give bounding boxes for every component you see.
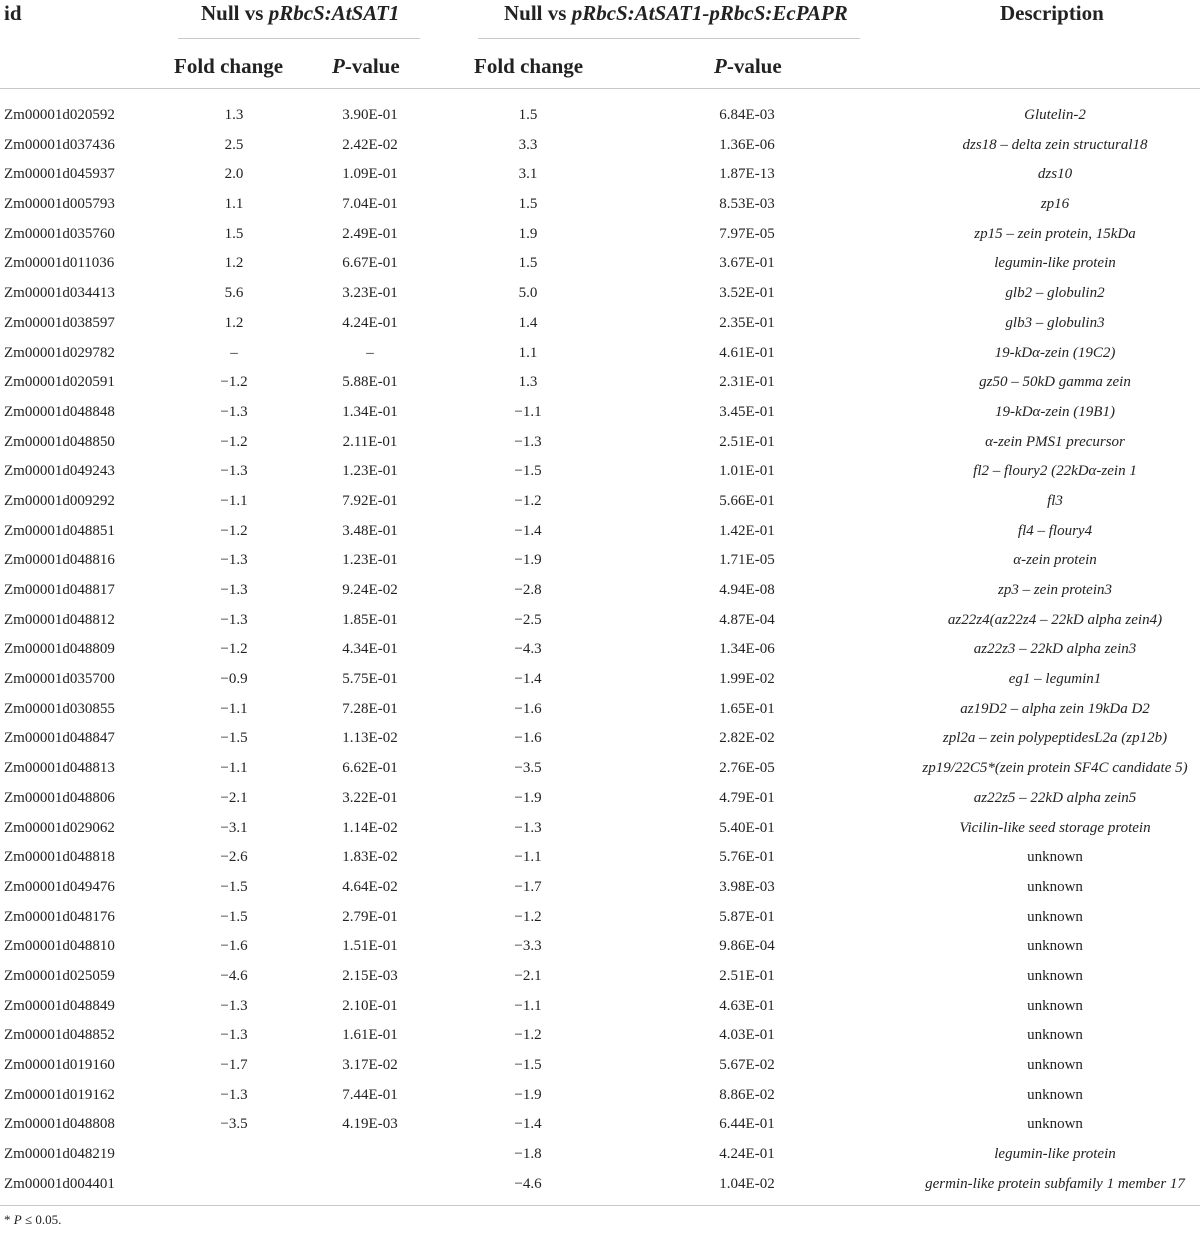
cell-fold-change-2-text: −1.5 [514,463,542,480]
cell-fold-change-1-text: −1.3 [220,552,248,569]
table-row [0,1081,1200,1111]
cell-p-value-1-text: 2.42E-02 [342,136,398,153]
cell-id: Zm00001d035760 [4,225,115,242]
cell-fold-change-1-text: −1.3 [220,1027,248,1044]
cell-p-value-2-text: 4.61E-01 [719,344,775,361]
table-row [0,101,1200,131]
cell-p-value-1-text: 5.75E-01 [342,671,398,688]
cell-id: Zm00001d048852 [4,1027,115,1044]
cell-p-value-1-text: 1.14E-02 [342,819,398,836]
cell-fold-change-2-text: 1.5 [518,196,538,213]
cell-description-text: az22z5 – 22kD alpha zein5 [973,789,1137,806]
cell-p-value-2-text: 4.87E-04 [719,611,775,628]
cell-id: Zm00001d038597 [4,314,115,331]
cell-description-text: dzs10 [1037,166,1073,183]
cell-p-value-1-text: 3.23E-01 [342,285,398,302]
cell-fold-change-1-text: −1.3 [220,1086,248,1103]
cell-id: Zm00001d019160 [4,1057,115,1073]
cell-p-value-1-text: 2.79E-01 [342,908,398,925]
cell-p-value-2-text: 2.51E-01 [719,433,775,450]
cell-fold-change-1-text: −1.5 [220,730,248,747]
cell-fold-change-1-text: −1.3 [220,997,248,1014]
table-row [0,220,1200,250]
cell-id: Zm00001d020591 [4,374,115,391]
table-row [0,1051,1200,1081]
cell-id: Zm00001d049476 [4,878,115,895]
cell-description-text: zp15 – zein protein, 15kDa [974,225,1136,242]
cell-description-text: zp16 [1040,196,1070,213]
cell-p-value-2-text: 2.82E-02 [719,730,775,747]
cell-p-value-1-text: 1.23E-01 [342,463,398,480]
cell-description-text: zp19/22C5*(zein protein SF4C candidate 5) [922,760,1188,777]
cell-fold-change-2-text: −3.3 [514,938,542,955]
cell-id: Zm00001d048219 [4,1146,115,1163]
cell-fold-change-2-text: 1.5 [518,107,538,123]
cell-p-value-2-text: 1.04E-02 [719,1175,775,1192]
cell-p-value-1-text: 9.24E-02 [342,582,398,598]
cell-id: Zm00001d045937 [4,166,115,183]
cell-fold-change-2-text: 1.4 [518,314,538,331]
cell-fold-change-1-text: 1.2 [224,314,244,331]
column-header-fold-change-1: Fold change [174,54,284,78]
cell-p-value-2-text: 1.34E-06 [719,641,775,658]
cell-fold-change-2-text: −1.1 [514,403,542,420]
cell-description-text: az22z3 – 22kD alpha zein3 [973,641,1137,658]
cell-fold-change-1-text: −2.1 [220,789,248,806]
table-row [0,546,1200,576]
table-row [0,992,1200,1022]
cell-fold-change-1-text: 1.3 [224,107,244,123]
cell-fold-change-1-text: −1.6 [220,938,248,955]
table-row [0,665,1200,695]
cell-description-text: unknown [1027,967,1083,984]
cell-p-value-2-text: 5.40E-01 [719,819,775,836]
cell-id: Zm00001d034413 [4,285,115,302]
column-header-fold-change-2: Fold change [474,54,584,78]
cell-p-value-2-text: 2.31E-01 [719,374,775,391]
table-row [0,754,1200,784]
cell-id: Zm00001d048816 [4,552,115,569]
cell-p-value-1-text: 2.10E-01 [342,997,398,1014]
cell-id: Zm00001d048818 [4,849,115,866]
cell-id: Zm00001d029782 [4,344,115,361]
cell-description-text: Glutelin-2 [1024,107,1086,123]
cell-p-value-2-text: 1.42E-01 [719,522,775,539]
cell-fold-change-2-text: −1.8 [514,1146,542,1163]
cell-p-value-1-text: 4.64E-02 [342,878,398,895]
cell-id: Zm00001d048806 [4,789,115,806]
cell-p-value-2-text: 4.24E-01 [719,1146,775,1163]
cell-p-value-2-text: 1.71E-05 [719,552,775,569]
cell-id: Zm00001d048809 [4,641,115,658]
cell-fold-change-2-text: −2.5 [514,611,542,628]
cell-p-value-2-text: 6.84E-03 [719,107,775,123]
cell-p-value-1-text: 1.85E-01 [342,611,398,628]
table-row [0,724,1200,754]
cell-p-value-1-text: 3.90E-01 [342,107,398,123]
table-row [0,190,1200,220]
table-row [0,428,1200,458]
cell-p-value-2-text: 1.65E-01 [719,700,775,717]
cell-p-value-1-text: 7.92E-01 [342,492,398,509]
cell-id: Zm00001d048850 [4,433,115,450]
cell-p-value-2-text: 1.01E-01 [719,463,775,480]
cell-id: Zm00001d048847 [4,730,115,747]
cell-description-text: eg1 – legumin1 [1008,671,1102,688]
cell-p-value-2-text: 6.44E-01 [719,1116,775,1133]
table-row [0,1021,1200,1051]
cell-description-text: 19-kDα-zein (19C2) [994,344,1116,361]
cell-description-text: 19-kDα-zein (19B1) [995,403,1115,420]
table-row [0,249,1200,279]
cell-fold-change-1-text: −1.5 [220,908,248,925]
cell-id: Zm00001d035700 [4,671,115,688]
table-row [0,873,1200,903]
cell-fold-change-1-text: – [230,344,238,361]
cell-p-value-1-text: 1.09E-01 [342,166,398,183]
cell-p-value-2-text: 2.76E-05 [719,760,775,777]
cell-description-text: unknown [1027,849,1083,866]
column-header-id: id [4,1,22,25]
cell-description-text: unknown [1027,1057,1083,1073]
cell-id: Zm00001d030855 [4,700,115,717]
cell-fold-change-2-text: −1.1 [514,997,542,1014]
cell-fold-change-2-text: −4.3 [514,641,542,658]
cell-p-value-2-text: 4.03E-01 [719,1027,775,1044]
cell-id: Zm00001d004401 [4,1175,115,1192]
cell-p-value-1-text: 2.15E-03 [342,967,398,984]
cell-id: Zm00001d048812 [4,611,115,628]
cell-p-value-1-text: 7.44E-01 [342,1086,398,1103]
table-row [0,576,1200,606]
table-row [0,843,1200,873]
cell-p-value-2-text: 2.35E-01 [719,314,775,331]
cell-fold-change-2-text: −1.6 [514,730,542,747]
cell-id: Zm00001d048817 [4,582,115,598]
cell-description-text: dzs18 – delta zein structural18 [962,136,1148,153]
cell-description-text: az19D2 – alpha zein 19kDa D2 [960,700,1150,717]
cell-fold-change-2-text: −1.6 [514,700,542,717]
construct-2-label: pRbcS:AtSAT1-pRbcS:EcPAPR [571,1,848,25]
cell-p-value-2-text: 1.87E-13 [719,166,775,183]
cell-fold-change-2-text: −1.7 [514,878,542,895]
cell-description-text: unknown [1027,1027,1083,1044]
cell-description-text: unknown [1027,1086,1083,1103]
cell-fold-change-1-text: 1.5 [224,225,244,242]
cell-fold-change-2-text: −1.9 [514,789,542,806]
cell-fold-change-1-text: −1.3 [220,611,248,628]
cell-p-value-1-text: 7.04E-01 [342,196,398,213]
column-header-description: Description [1000,1,1104,25]
cell-p-value-2-text: 3.45E-01 [719,403,775,420]
cell-description-text: glb2 – globulin2 [1005,285,1105,302]
cell-fold-change-2-text: 1.5 [518,255,538,272]
cell-p-value-1-text: 2.11E-01 [342,433,398,450]
cell-fold-change-1-text: −3.5 [220,1116,248,1133]
cell-p-value-1-text: 4.34E-01 [342,641,398,658]
table-row [0,1140,1200,1170]
cell-fold-change-1-text: −1.7 [220,1057,248,1073]
cell-p-value-2-text: 9.86E-04 [719,938,775,955]
cell-description-text: legumin-like protein [994,255,1116,272]
cell-id: Zm00001d048813 [4,760,115,777]
cell-description-text: α-zein PMS1 precursor [985,433,1125,450]
cell-id: Zm00001d048810 [4,938,115,955]
table-bottom-rule [0,1205,1200,1206]
cell-description-text: Vicilin-like seed storage protein [959,819,1151,836]
cell-fold-change-2-text: 3.3 [518,136,538,153]
cell-fold-change-2-text: 1.9 [518,225,538,242]
cell-fold-change-2-text: −1.4 [514,522,542,539]
cell-description-text: unknown [1027,1116,1083,1133]
cell-description-text: zpl2a – zein polypeptidesL2a (zp12b) [942,730,1168,747]
cell-fold-change-1-text: −1.2 [220,433,248,450]
cell-description-text: glb3 – globulin3 [1005,314,1105,331]
cell-p-value-1-text: 6.62E-01 [342,760,398,777]
cell-p-value-1-text: 3.22E-01 [342,789,398,806]
cell-fold-change-1-text: 5.6 [224,285,244,302]
cell-description-text: zp3 – zein protein3 [997,582,1113,598]
cell-p-value-1-text: 3.48E-01 [342,522,398,539]
cell-fold-change-2-text: −1.5 [514,1057,542,1073]
cell-fold-change-2-text: −4.6 [514,1175,542,1192]
cell-p-value-2-text: 3.98E-03 [719,878,775,895]
cell-p-value-1-text: 7.28E-01 [342,700,398,717]
cell-p-value-2-text: 8.53E-03 [719,196,775,213]
cell-p-value-1-text: 5.88E-01 [342,374,398,391]
table-row [0,606,1200,636]
cell-p-value-2-text: 1.36E-06 [719,136,775,153]
cell-fold-change-1-text: −4.6 [220,967,248,984]
cell-fold-change-2-text: 1.1 [518,344,538,361]
cell-p-value-1-text: 2.49E-01 [342,225,398,242]
cell-p-value-1-text: 3.17E-02 [342,1057,398,1073]
cell-p-value-1-text: 1.51E-01 [342,938,398,955]
table-header [0,0,1200,88]
cell-id: Zm00001d049243 [4,463,115,480]
cell-fold-change-2-text: −1.2 [514,492,542,509]
table-row [0,784,1200,814]
cell-id: Zm00001d048848 [4,403,115,420]
cell-p-value-1-text: 4.19E-03 [342,1116,398,1133]
cell-fold-change-2-text: 3.1 [518,166,538,183]
cell-p-value-1-text: 4.24E-01 [342,314,398,331]
column-header-p-value-2: P-value [714,54,782,78]
table-row [0,1170,1200,1200]
table-row [0,487,1200,517]
cell-p-value-1-text: 1.34E-01 [342,403,398,420]
cell-fold-change-1-text: 1.1 [224,196,244,213]
cell-fold-change-1-text: −1.1 [220,700,248,717]
table-row [0,457,1200,487]
cell-fold-change-1-text: −1.5 [220,878,248,895]
cell-p-value-2-text: 1.99E-02 [719,671,775,688]
cell-description-text: gz50 – 50kD gamma zein [979,374,1131,391]
cell-fold-change-1-text: −1.2 [220,641,248,658]
cell-fold-change-2-text: −2.1 [514,967,542,984]
cell-fold-change-1-text: −1.3 [220,463,248,480]
cell-fold-change-1-text: −3.1 [220,819,248,836]
table-row [0,517,1200,547]
cell-description-text: unknown [1027,938,1083,955]
cell-fold-change-1-text: −1.3 [220,582,248,598]
cell-id: Zm00001d037436 [4,136,115,153]
cell-p-value-2-text: 8.86E-02 [719,1086,775,1103]
cell-id: Zm00001d048808 [4,1116,115,1133]
cell-fold-change-2-text: −1.9 [514,552,542,569]
cell-id: Zm00001d029062 [4,819,115,836]
column-header-p-value-1: P-value [332,54,400,78]
cell-p-value-2-text: 2.51E-01 [719,967,775,984]
table-row [0,962,1200,992]
cell-p-value-2-text: 3.67E-01 [719,255,775,272]
group-2-rule [478,38,860,39]
table-row [0,309,1200,339]
cell-description-text: germin-like protein subfamily 1 member 17 [925,1175,1185,1192]
cell-fold-change-2-text: −1.1 [514,849,542,866]
cell-p-value-2-text: 4.79E-01 [719,789,775,806]
group-1-rule [178,38,420,39]
cell-p-value-1-text: 1.61E-01 [342,1027,398,1044]
cell-fold-change-2-text: −1.3 [514,433,542,450]
header-bottom-rule [0,88,1200,89]
cell-fold-change-2-text: 1.3 [518,374,538,391]
table-row [0,131,1200,161]
cell-description-text: fl3 [1047,492,1063,509]
cell-id: Zm00001d011036 [4,255,115,272]
footnote: * P ≤ 0.05. [4,1212,62,1227]
cell-fold-change-2-text: −1.9 [514,1086,542,1103]
cell-description-text: unknown [1027,878,1083,895]
cell-p-value-1-text: 1.23E-01 [342,552,398,569]
cell-id: Zm00001d048176 [4,908,115,925]
table-row [0,1110,1200,1140]
table-body [0,101,1200,1199]
cell-id: Zm00001d048851 [4,522,115,539]
cell-fold-change-1-text: −1.3 [220,403,248,420]
cell-id: Zm00001d020592 [4,107,115,123]
cell-fold-change-1-text: −2.6 [220,849,248,866]
cell-p-value-2-text: 4.94E-08 [719,582,775,598]
cell-fold-change-1-text: −1.2 [220,374,248,391]
cell-p-value-1-text: 1.13E-02 [342,730,398,747]
cell-p-value-1-text: 1.83E-02 [342,849,398,866]
cell-p-value-2-text: 5.76E-01 [719,849,775,866]
table-row [0,160,1200,190]
cell-fold-change-1-text: −1.1 [220,492,248,509]
cell-fold-change-1-text: 2.5 [224,136,244,153]
cell-p-value-2-text: 7.97E-05 [719,225,775,242]
table-row [0,932,1200,962]
cell-p-value-2-text: 5.87E-01 [719,908,775,925]
table-row [0,903,1200,933]
construct-1-label: pRbcS:AtSAT1 [268,1,400,25]
cell-fold-change-2-text: −2.8 [514,582,542,598]
cell-fold-change-2-text: −1.4 [514,1116,542,1133]
cell-fold-change-1-text: −1.2 [220,522,248,539]
cell-fold-change-2-text: −1.2 [514,1027,542,1044]
cell-p-value-2-text: 4.63E-01 [719,997,775,1014]
cell-description-text: fl4 – floury4 [1017,522,1093,539]
cell-id: Zm00001d025059 [4,967,115,984]
cell-fold-change-1-text: −0.9 [220,671,248,688]
cell-p-value-1-text: – [366,344,374,361]
cell-fold-change-2-text: −1.2 [514,908,542,925]
cell-id: Zm00001d019162 [4,1086,115,1103]
cell-p-value-2-text: 5.67E-02 [719,1057,775,1073]
cell-description-text: α-zein protein [1013,552,1097,569]
table-row [0,368,1200,398]
cell-id: Zm00001d048849 [4,997,115,1014]
table-row [0,814,1200,844]
cell-p-value-1-text: 6.67E-01 [342,255,398,272]
cell-p-value-2-text: 3.52E-01 [719,285,775,302]
cell-fold-change-1-text: −1.1 [220,760,248,777]
cell-fold-change-2-text: −1.4 [514,671,542,688]
table-row [0,635,1200,665]
cell-id: Zm00001d005793 [4,196,115,213]
cell-fold-change-2-text: 5.0 [518,285,538,302]
cell-description-text: unknown [1027,908,1083,925]
cell-fold-change-2-text: −3.5 [514,760,542,777]
table-row [0,695,1200,725]
cell-fold-change-1-text: 2.0 [224,166,244,183]
column-group-header-2: Null vs pRbcS:AtSAT1-pRbcS:EcPAPR [504,1,848,25]
cell-fold-change-1-text: 1.2 [224,255,244,272]
table-row [0,398,1200,428]
cell-fold-change-2-text: −1.3 [514,819,542,836]
cell-p-value-2-text: 5.66E-01 [719,492,775,509]
table-row [0,279,1200,309]
cell-description-text: fl2 – floury2 (22kDα-zein 1 [973,463,1137,480]
cell-description-text: unknown [1027,997,1083,1014]
table-row [0,339,1200,369]
cell-description-text: az22z4(az22z4 – 22kD alpha zein4) [947,611,1163,628]
cell-description-text: legumin-like protein [994,1146,1116,1163]
cell-id: Zm00001d009292 [4,492,115,509]
column-group-header-1: Null vs pRbcS:AtSAT1 [201,1,400,25]
